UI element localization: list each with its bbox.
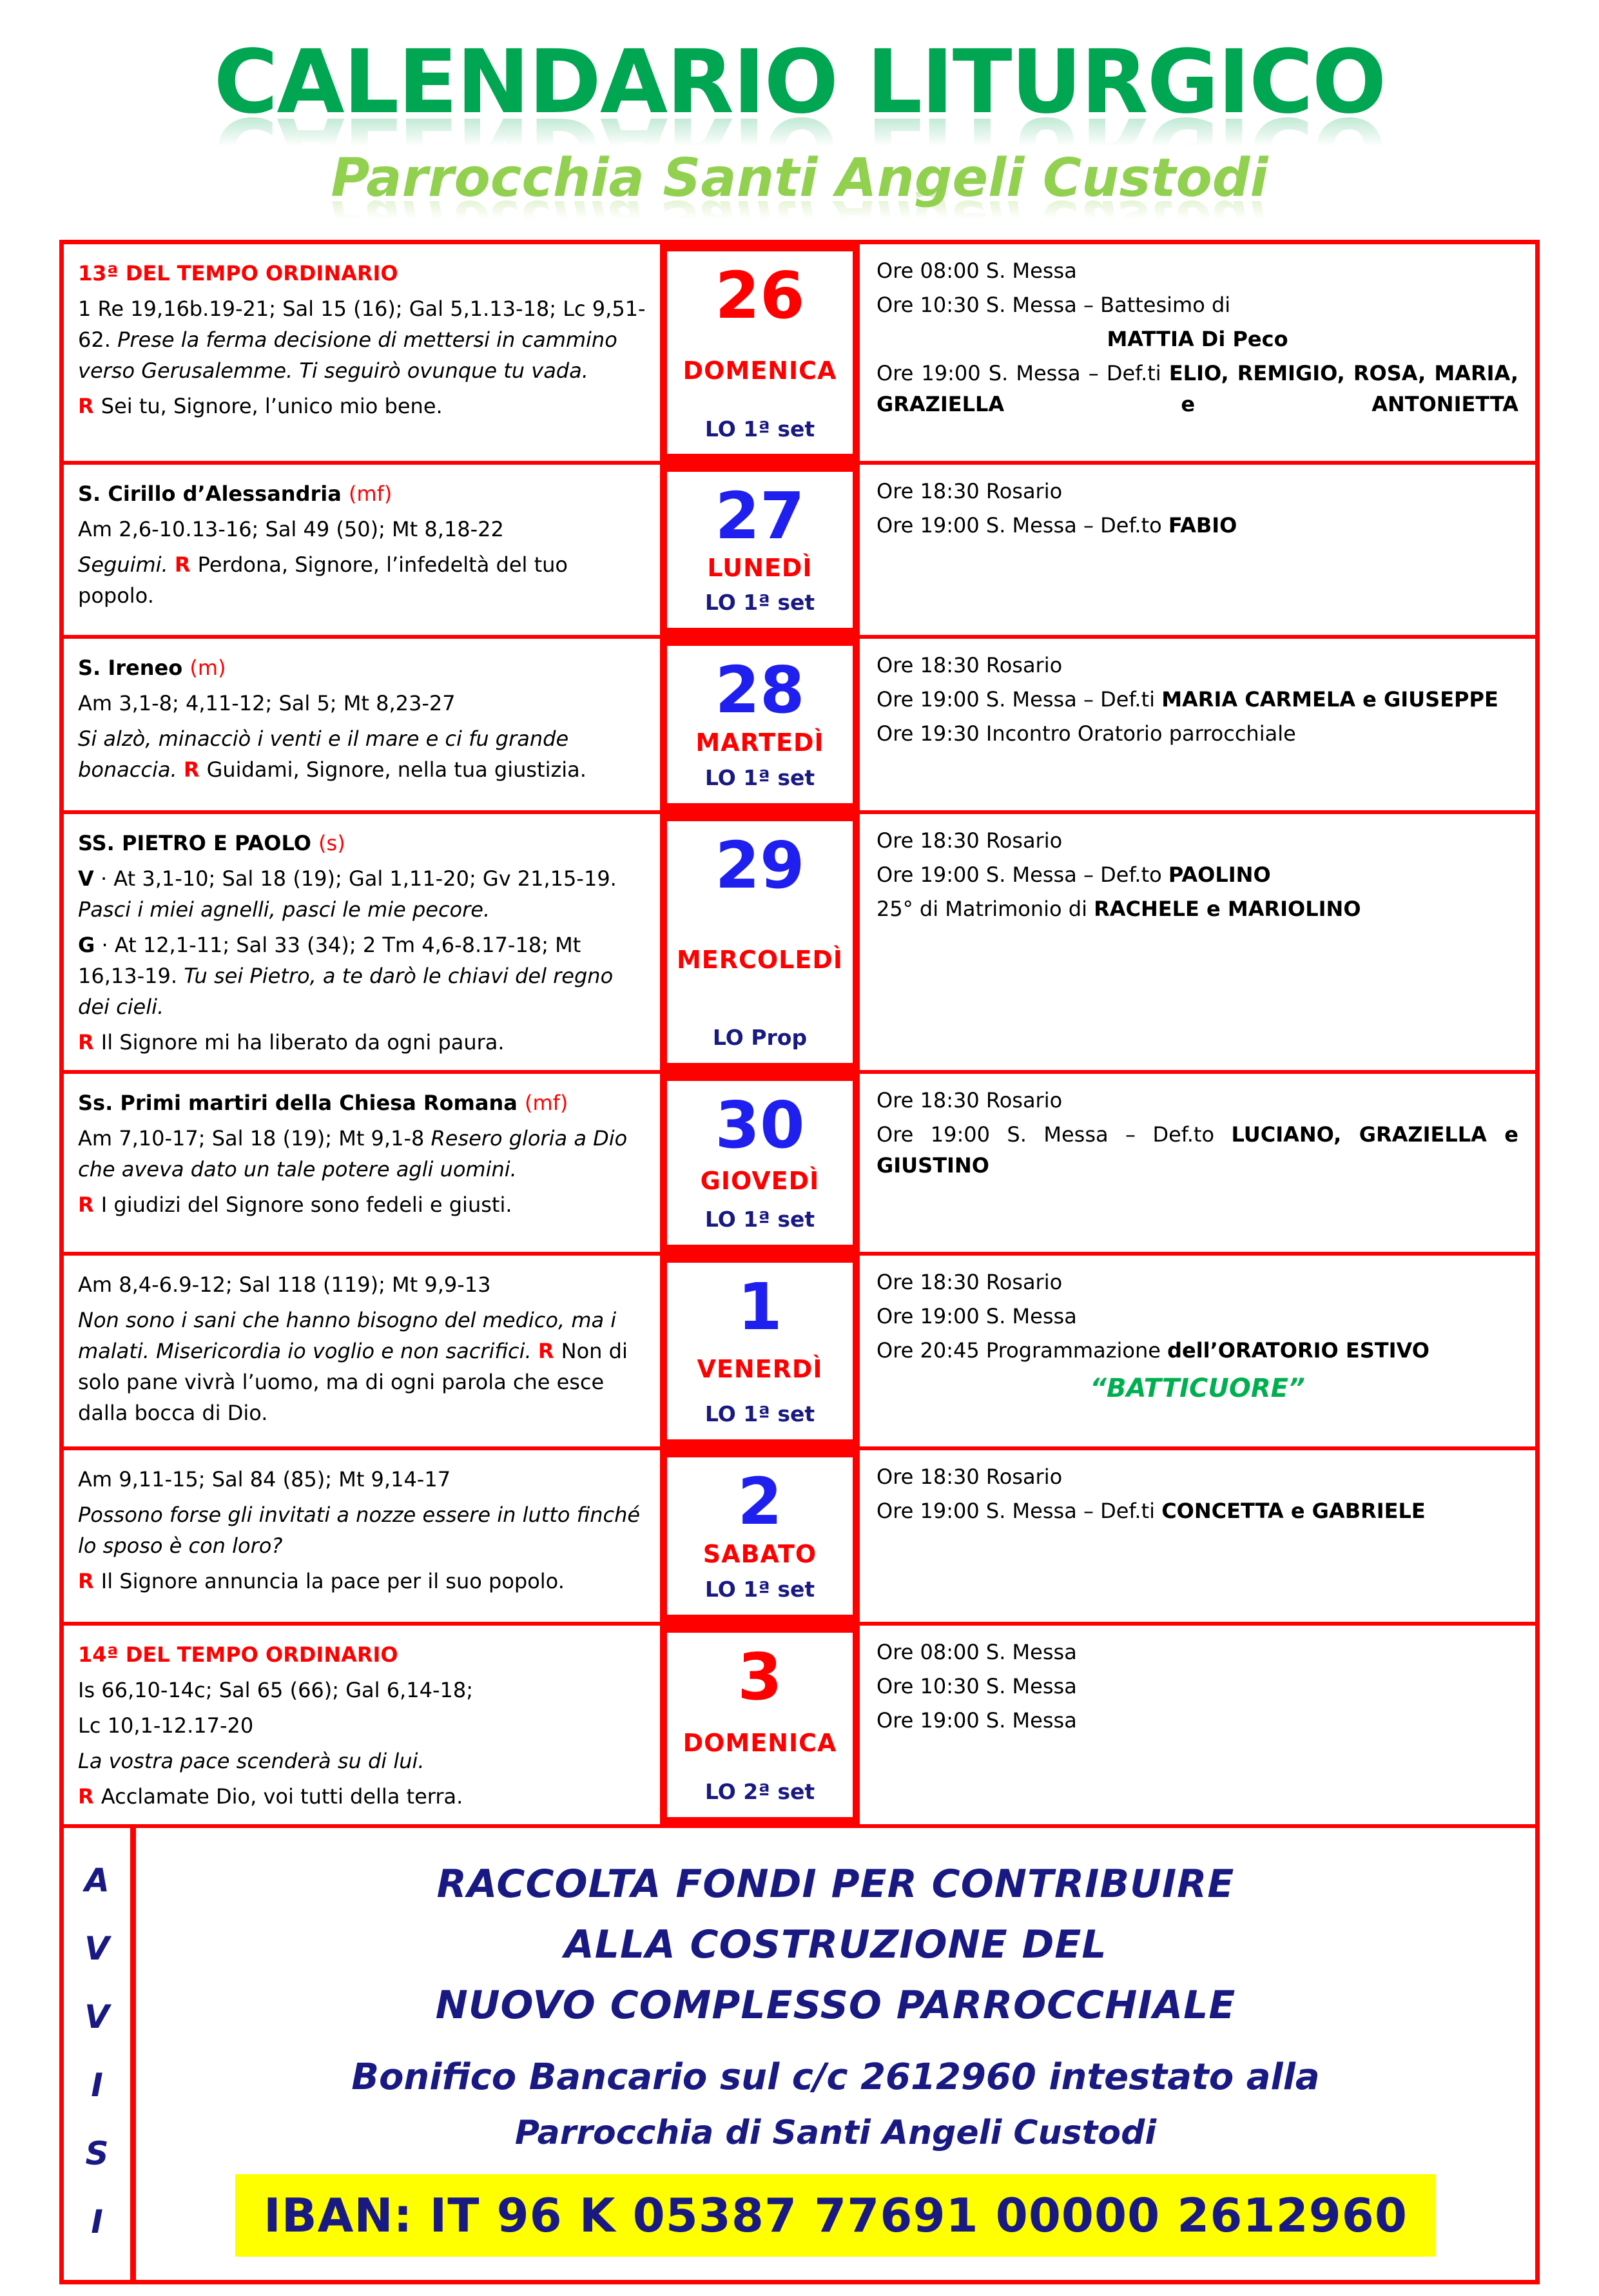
reading-line bbox=[78, 1781, 646, 1812]
schedule-line bbox=[877, 650, 1518, 681]
text-span: Tu sei Pietro, a te darò le chiavi del regno dei cieli. bbox=[78, 963, 614, 1019]
text-span: Guidami, Signore, nella tua giustizia. bbox=[206, 757, 586, 782]
text-span: R bbox=[78, 1192, 101, 1217]
reading-line bbox=[78, 258, 646, 289]
readings-cell bbox=[64, 1074, 660, 1252]
schedule-line bbox=[877, 1495, 1518, 1526]
schedule-line bbox=[877, 1705, 1518, 1736]
avvisi-letter: A bbox=[84, 1861, 110, 1899]
text-span: (mf) bbox=[348, 482, 392, 506]
text-span: Ore 18:30 Rosario bbox=[877, 479, 1063, 503]
avvisi-content bbox=[136, 1828, 1535, 2280]
text-span: I giudizi del Signore sono fedeli e giusti. bbox=[101, 1192, 512, 1217]
text-span: R bbox=[174, 552, 198, 577]
reading-line bbox=[78, 1189, 646, 1220]
schedule-line bbox=[877, 1637, 1518, 1668]
reading-line bbox=[78, 514, 646, 545]
calendar-row bbox=[64, 1626, 1535, 1828]
text-span: R bbox=[538, 1338, 561, 1363]
calendar-row bbox=[64, 1074, 1535, 1256]
iban-highlight: IBAN: IT 96 K 05387 77691 00000 2612960 bbox=[235, 2174, 1436, 2257]
reading-line bbox=[78, 478, 646, 509]
reading-line bbox=[78, 688, 646, 719]
day-cell bbox=[660, 465, 860, 635]
schedule-cell bbox=[860, 814, 1535, 1070]
readings-cell bbox=[64, 244, 660, 461]
day-number: 27 bbox=[715, 478, 805, 554]
schedule-line bbox=[877, 1461, 1518, 1492]
text-span: Am 7,10-17; Sal 18 (19); Mt 9,1-8 bbox=[78, 1125, 431, 1151]
schedule-line bbox=[877, 684, 1518, 715]
text-span: V bbox=[78, 866, 94, 891]
schedule-cell bbox=[860, 1450, 1535, 1622]
day-cell bbox=[660, 1450, 860, 1622]
day-number: 3 bbox=[737, 1639, 782, 1715]
liturgy-hours-label: LO 1ª set bbox=[704, 1577, 815, 1602]
announcement-line: ALLA COSTRUZIONE DEL bbox=[564, 1921, 1107, 1967]
schedule-line bbox=[877, 825, 1518, 856]
reading-line bbox=[78, 1027, 646, 1058]
page-header bbox=[59, 32, 1540, 209]
text-span: Prese la ferma decisione di mettersi in cammino verso Gerusalemme. Ti seguirò ovunque tu vada. bbox=[78, 327, 617, 383]
day-cell bbox=[660, 1626, 860, 1824]
reading-line bbox=[78, 293, 646, 386]
iban-line-wrap bbox=[162, 2174, 1509, 2257]
reading-line bbox=[78, 723, 646, 785]
calendar-rows bbox=[64, 244, 1535, 1828]
text-span: MARIA CARMELA e GIUSEPPE bbox=[1161, 686, 1498, 712]
reading-line bbox=[78, 1087, 646, 1118]
liturgy-hours-label: LO 1ª set bbox=[704, 1401, 815, 1426]
text-span: RACHELE e MARIOLINO bbox=[1094, 896, 1361, 921]
text-span: Ore 20:45 Programmazione bbox=[877, 1338, 1168, 1363]
text-span: Seguimi. bbox=[78, 552, 175, 577]
text-span: Ore 08:00 S. Messa bbox=[877, 258, 1077, 283]
readings-cell bbox=[64, 639, 660, 810]
weekday-label: SABATO bbox=[703, 1539, 817, 1568]
reading-line bbox=[78, 1123, 646, 1185]
reading-line bbox=[78, 929, 646, 1022]
text-span: Ore 18:30 Rosario bbox=[877, 1087, 1063, 1113]
text-span: Ore 19:30 Incontro Oratorio parrocchiale bbox=[877, 721, 1296, 746]
text-span: R bbox=[78, 1784, 101, 1809]
schedule-line bbox=[877, 718, 1518, 749]
schedule-line bbox=[877, 1085, 1518, 1116]
page-title: CALENDARIO LITURGICO bbox=[213, 32, 1386, 133]
schedule-cell bbox=[860, 1256, 1535, 1446]
weekday-label: MERCOLEDÌ bbox=[676, 946, 844, 975]
text-span: · At 3,1-10; Sal 18 (19); Gal 1,11-20; Gv 21,15-19. bbox=[93, 866, 617, 891]
schedule-line bbox=[877, 1671, 1518, 1702]
text-span: 13ª DEL TEMPO ORDINARIO bbox=[78, 261, 398, 286]
page-subtitle: Parrocchia Santi Angeli Custodi bbox=[331, 148, 1268, 209]
reading-line bbox=[78, 652, 646, 683]
schedule-line bbox=[877, 510, 1518, 541]
readings-cell bbox=[64, 465, 660, 635]
weekday-label: GIOVEDÌ bbox=[700, 1166, 820, 1195]
text-span: 1 Re 19,16b.19-21; Sal 15 (16); Gal 5,1.13-18; Lc 9,51-62. bbox=[78, 297, 646, 352]
weekday-label: DOMENICA bbox=[683, 356, 837, 385]
day-cell bbox=[660, 639, 860, 810]
readings-cell bbox=[64, 814, 660, 1070]
schedule-cell bbox=[860, 1074, 1535, 1252]
reading-line bbox=[78, 1566, 646, 1597]
calendar-row bbox=[64, 1450, 1535, 1626]
schedule-cell bbox=[860, 639, 1535, 810]
text-span: Ore 18:30 Rosario bbox=[877, 1464, 1063, 1489]
liturgy-hours-label: LO 1ª set bbox=[704, 590, 815, 615]
text-span: Pasci i miei agnelli, pasci le mie pecore. bbox=[78, 897, 490, 922]
avvisi-letter: V bbox=[84, 1998, 110, 2036]
text-span: Ore 10:30 S. Messa – Battesimo di bbox=[877, 293, 1231, 317]
text-span: Ore 19:00 S. Messa bbox=[877, 1707, 1077, 1733]
liturgy-hours-label: LO 1ª set bbox=[704, 765, 815, 790]
text-span: La vostra pace scenderà su di lui. bbox=[78, 1748, 425, 1773]
reading-line bbox=[78, 828, 646, 859]
liturgy-hours-label: LO 2ª set bbox=[704, 1779, 815, 1804]
avvisi-letter: I bbox=[91, 2203, 103, 2241]
weekday-label: DOMENICA bbox=[683, 1728, 837, 1757]
text-span: CONCETTA e GABRIELE bbox=[1161, 1498, 1426, 1523]
schedule-cell bbox=[860, 1626, 1535, 1824]
text-span: 14ª DEL TEMPO ORDINARIO bbox=[78, 1642, 398, 1667]
text-span: 25° di Matrimonio di bbox=[877, 896, 1094, 921]
avvisi-letter: V bbox=[84, 1929, 110, 1967]
text-span: Ore 18:30 Rosario bbox=[877, 652, 1063, 677]
schedule-line bbox=[877, 1335, 1518, 1366]
text-span: S. Ireneo bbox=[78, 655, 190, 680]
day-number: 28 bbox=[715, 652, 805, 728]
text-span: FABIO bbox=[1168, 513, 1237, 538]
readings-cell bbox=[64, 1256, 660, 1446]
reading-line bbox=[78, 1746, 646, 1776]
text-span: (s) bbox=[318, 830, 345, 855]
text-span: Ore 19:00 S. Messa – Def.to bbox=[877, 513, 1168, 538]
schedule-line bbox=[877, 893, 1518, 924]
reading-line bbox=[78, 549, 646, 611]
avvisi-section bbox=[64, 1828, 1535, 2280]
schedule-line bbox=[877, 255, 1518, 286]
readings-cell bbox=[64, 1450, 660, 1622]
liturgy-hours-label: LO 1ª set bbox=[704, 1207, 815, 1232]
text-span: R bbox=[78, 1029, 101, 1055]
day-cell bbox=[660, 1074, 860, 1252]
schedule-cell bbox=[860, 465, 1535, 635]
text-span: · At 12,1-11; Sal 33 (34); 2 Tm 4,6-8.17-18; Mt 16,13-19. bbox=[78, 932, 581, 988]
schedule-line bbox=[877, 289, 1518, 320]
text-span: Am 9,11-15; Sal 84 (85); Mt 9,14-17 bbox=[78, 1466, 451, 1492]
text-span: Il Signore mi ha liberato da ogni paura. bbox=[101, 1029, 505, 1055]
schedule-line bbox=[877, 1267, 1518, 1298]
schedule-line bbox=[877, 358, 1518, 420]
reading-line bbox=[78, 1305, 646, 1428]
weekday-label: VENERDÌ bbox=[697, 1354, 823, 1383]
calendar-row bbox=[64, 465, 1535, 639]
announcement-line: RACCOLTA FONDI PER CONTRIBUIRE bbox=[436, 1861, 1235, 1907]
reading-line bbox=[78, 1499, 646, 1561]
text-span: Am 8,4-6.9-12; Sal 118 (119); Mt 9,9-13 bbox=[78, 1272, 491, 1297]
text-span: Perdona, Signore, l’infedeltà del tuo popolo. bbox=[78, 552, 568, 608]
text-span: Non di solo pane vivrà l’uomo, ma di ogni parola che esce dalla bocca di Dio. bbox=[78, 1338, 628, 1425]
weekday-label: LUNEDÌ bbox=[707, 554, 813, 582]
schedule-line bbox=[877, 859, 1518, 890]
schedule-line bbox=[877, 1301, 1518, 1332]
announcement-line: Parrocchia di Santi Angeli Custodi bbox=[514, 2113, 1157, 2152]
day-cell bbox=[660, 814, 860, 1070]
text-span: LUCIANO, GRAZIELLA e GIUSTINO bbox=[877, 1122, 1518, 1178]
schedule-cell bbox=[860, 244, 1535, 461]
reading-line bbox=[78, 1675, 646, 1706]
reading-line bbox=[78, 1639, 646, 1670]
day-number: 1 bbox=[737, 1269, 782, 1345]
text-span: Sei tu, Signore, l’unico mio bene. bbox=[101, 394, 443, 418]
text-span: Ore 18:30 Rosario bbox=[877, 1269, 1063, 1294]
day-number: 30 bbox=[715, 1087, 805, 1163]
text-span: MATTIA Di Peco bbox=[1107, 327, 1288, 351]
text-span: ELIO, REMIGIO, ROSA, MARIA, GRAZIELLA e ANTONIETTA bbox=[877, 361, 1519, 416]
schedule-line bbox=[877, 324, 1518, 355]
day-cell bbox=[660, 244, 860, 461]
text-span: “BATTICUORE” bbox=[1090, 1373, 1305, 1403]
text-span: Possono forse gli invitati a nozze essere in lutto finché lo sposo è con loro? bbox=[78, 1502, 641, 1558]
reading-line bbox=[78, 1269, 646, 1300]
liturgy-hours-label: LO 1ª set bbox=[704, 416, 815, 442]
text-span: dell’ORATORIO ESTIVO bbox=[1167, 1338, 1429, 1363]
text-span: Lc 10,1-12.17-20 bbox=[78, 1713, 254, 1738]
text-span: R bbox=[78, 394, 101, 418]
liturgy-hours-label: LO Prop bbox=[712, 1025, 808, 1050]
text-span: Ore 19:00 S. Messa – Def.ti bbox=[877, 1498, 1162, 1523]
day-number: 2 bbox=[737, 1463, 782, 1539]
day-cell bbox=[660, 1256, 860, 1446]
text-span: (m) bbox=[189, 655, 226, 680]
calendar-row bbox=[64, 244, 1535, 465]
text-span: Am 3,1-8; 4,11-12; Sal 5; Mt 8,23-27 bbox=[78, 690, 456, 715]
text-span: Resero gloria a Dio che aveva dato un tale potere agli uomini. bbox=[78, 1125, 628, 1182]
text-span: Ore 19:00 S. Messa – Def.to bbox=[877, 862, 1168, 887]
text-span: SS. PIETRO E PAOLO bbox=[78, 830, 319, 855]
weekday-label: MARTEDÌ bbox=[695, 728, 824, 757]
day-number: 29 bbox=[715, 827, 805, 903]
text-span: Is 66,10-14c; Sal 65 (66); Gal 6,14-18; bbox=[78, 1677, 473, 1702]
text-span: Non sono i sani che hanno bisogno del medico, ma i malati. Misericordia io voglio e non sacrifici. bbox=[78, 1307, 617, 1363]
announcement-line: NUOVO COMPLESSO PARROCCHIALE bbox=[435, 1982, 1236, 2028]
text-span: Ore 19:00 S. Messa – Def.to bbox=[877, 1122, 1232, 1147]
reading-line bbox=[78, 863, 646, 925]
text-span: R bbox=[183, 757, 207, 782]
schedule-line bbox=[877, 476, 1518, 507]
text-span: PAOLINO bbox=[1168, 862, 1271, 887]
text-span: Ore 18:30 Rosario bbox=[877, 828, 1063, 853]
text-span: Ore 10:30 S. Messa bbox=[877, 1673, 1077, 1698]
reading-line bbox=[78, 1710, 646, 1741]
text-span: Am 2,6-10.13-16; Sal 49 (50); Mt 8,18-22 bbox=[78, 517, 504, 541]
readings-cell bbox=[64, 1626, 660, 1824]
text-span: Ss. Primi martiri della Chiesa Romana bbox=[78, 1090, 525, 1115]
calendar-row bbox=[64, 639, 1535, 814]
avvisi-letter: I bbox=[91, 2067, 103, 2105]
calendar-table bbox=[59, 240, 1540, 2284]
text-span: Ore 19:00 S. Messa bbox=[877, 1303, 1077, 1328]
text-span: S. Cirillo d’Alessandria bbox=[78, 482, 349, 506]
calendar-row bbox=[64, 1256, 1535, 1450]
text-span: R bbox=[78, 1568, 101, 1593]
announcement-line: Bonifico Bancario sul c/c 2612960 intestato alla bbox=[351, 2056, 1320, 2098]
day-number: 26 bbox=[715, 258, 805, 333]
text-span: Ore 08:00 S. Messa bbox=[877, 1639, 1077, 1664]
text-span: Il Signore annuncia la pace per il suo popolo. bbox=[101, 1568, 565, 1593]
avvisi-vertical-label bbox=[64, 1828, 136, 2280]
text-span: Ore 19:00 S. Messa – Def.ti bbox=[877, 361, 1169, 385]
reading-line bbox=[78, 391, 646, 422]
text-span: (mf) bbox=[525, 1090, 568, 1115]
schedule-line bbox=[877, 1369, 1518, 1408]
schedule-line bbox=[877, 1119, 1518, 1181]
text-span: Si alzò, minacciò i venti e il mare e ci fu grande bonaccia. bbox=[78, 726, 569, 782]
avvisi-letter: S bbox=[85, 2135, 109, 2173]
calendar-row bbox=[64, 814, 1535, 1074]
text-span: G bbox=[78, 932, 95, 957]
text-span: Ore 19:00 S. Messa – Def.ti bbox=[877, 686, 1162, 712]
text-span: Acclamate Dio, voi tutti della terra. bbox=[101, 1784, 463, 1809]
reading-line bbox=[78, 1464, 646, 1495]
